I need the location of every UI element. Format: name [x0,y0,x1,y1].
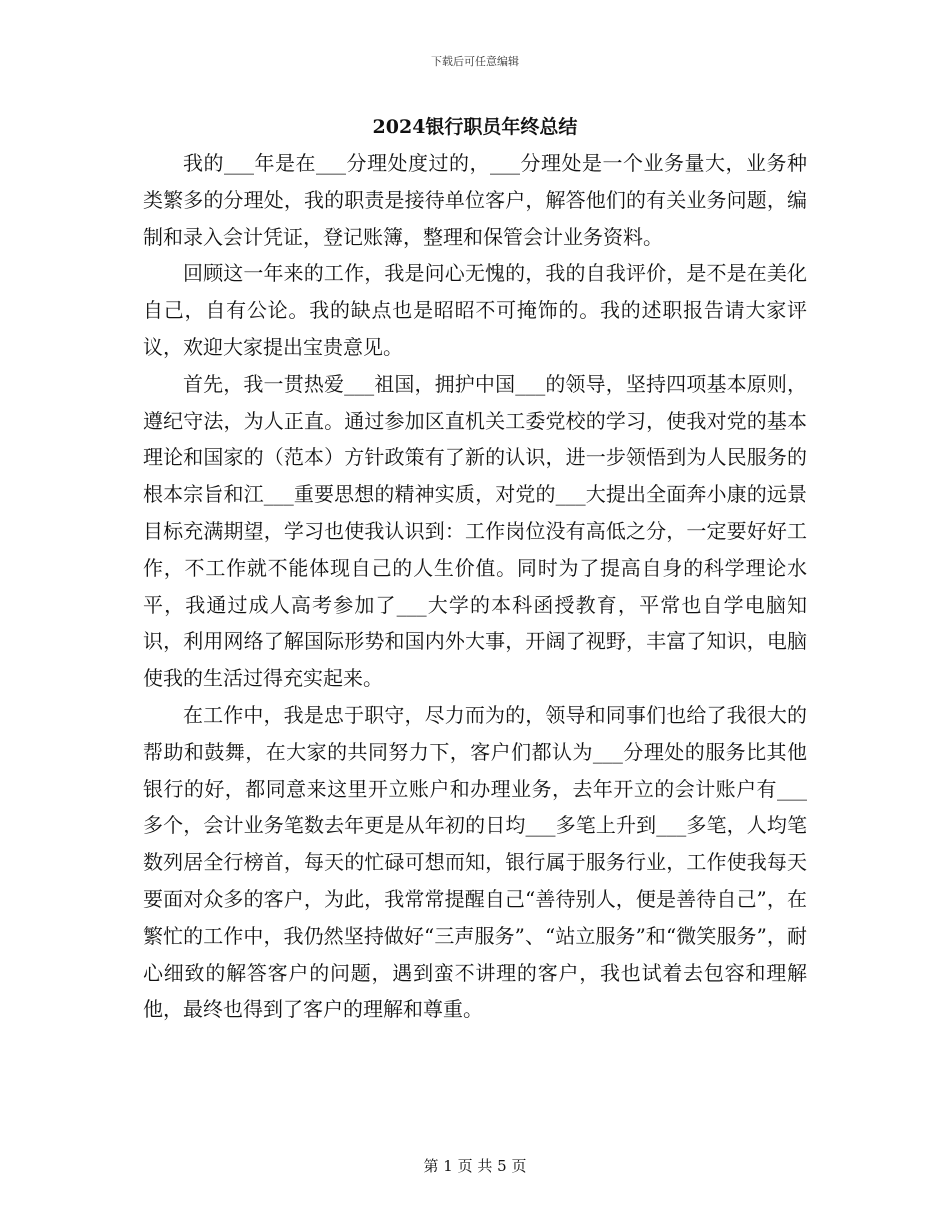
paragraph-1: 我的___年是在___分理处度过的，___分理处是一个业务量大，业务种类繁多的分理处，我的职责是接待单位客户，解答他们的有关业务问题，编制和录入会计凭证，登记账簿，整理和保管会计业务资料。 [143,151,807,249]
page-number-footer: 第 1 页 共 5 页 [423,1157,527,1175]
document-body [143,145,807,1028]
header-note: 下载后可任意编辑 [431,55,519,68]
document-title: 2024银行职员年终总结 [372,116,578,138]
paragraph-2: 回顾这一年来的工作，我是问心无愧的，我的自我评价，是不是在美化自己，自有公论。我的缺点也是昭昭不可掩饰的。我的述职报告请大家评议，欢迎大家提出宝贵意见。 [143,261,807,359]
paragraph-4: 在工作中，我是忠于职守，尽力而为的，领导和同事们也给了我很大的帮助和鼓舞，在大家的共同努力下，客户们都认为___分理处的服务比其他银行的好，都同意来这里开立账户和办理业务，去年开立的会计账户有___多个，会计业务笔数去年更是从年初的日均___多笔上升到___多笔，人均笔数列居全行榜首，每天的忙碌可想而知，银行属于服务行业，工作使我每天要面对众多的客户，为此，我常常提醒自己“善待别人，便是善待自己”，在繁忙的工作中，我仍然坚持做好“三声服务”、“站立服务”和“微笑服务”，耐心细致的解答客户的问题，遇到蛮不讲理的客户，我也试着去包容和理解他，最终也得到了客户的理解和尊重。 [143,702,807,1022]
paragraph-3: 首先，我一贯热爱___祖国，拥护中国___的领导，坚持四项基本原则，遵纪守法，为人正直。通过参加区直机关工委党校的学习，使我对党的基本理论和国家的（范本）方针政策有了新的认识，进一步领悟到为人民服务的根本宗旨和江___重要思想的精神实质，对党的___大提出全面奔小康的远景目标充满期望，学习也使我认识到：工作岗位没有高低之分，一定要好好工作，不工作就不能体现自己的人生价值。同时为了提高自身的科学理论水平，我通过成人高考参加了___大学的本科函授教育，平常也自学电脑知识，利用网络了解国际形势和国内外大事，开阔了视野，丰富了知识，电脑使我的生活过得充实起来。 [143,371,807,691]
